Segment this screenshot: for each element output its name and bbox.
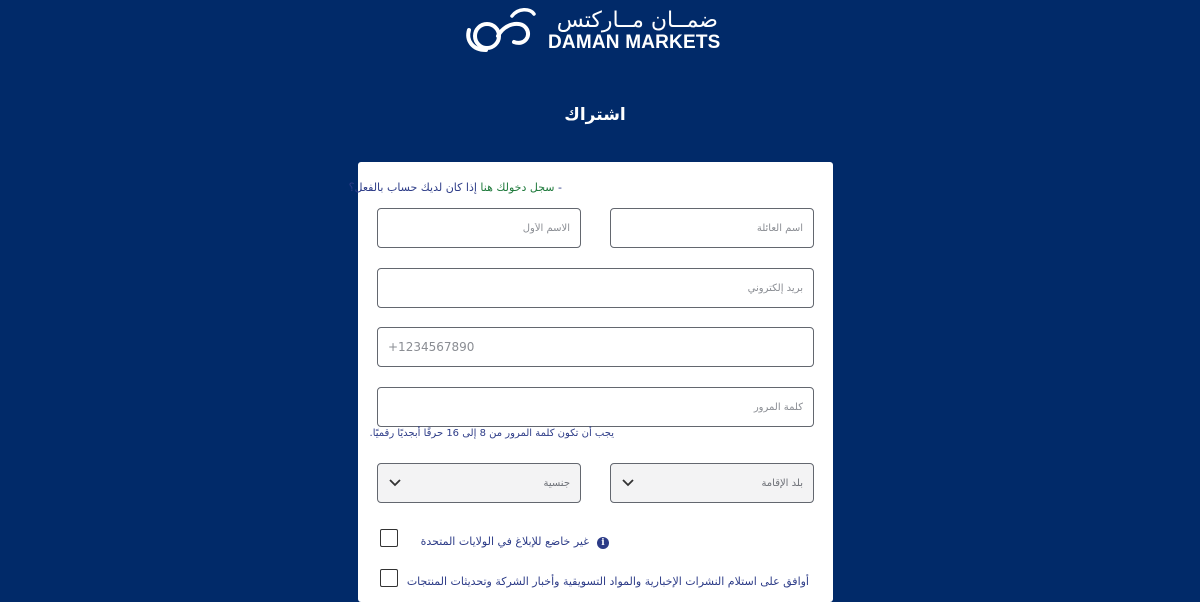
- brand-logo[interactable]: [464, 6, 724, 52]
- chevron-down-icon: [621, 478, 635, 488]
- residence-label: بلد الإقامة: [761, 477, 803, 489]
- password-input[interactable]: [378, 388, 813, 426]
- brand-name-arabic: ضمــان مــاركتس: [556, 8, 718, 33]
- email-field: [377, 268, 814, 308]
- phone-field: [377, 327, 814, 367]
- password-field: [377, 387, 814, 427]
- info-icon[interactable]: i: [597, 537, 609, 549]
- password-hint: يجب أن تكون كلمة المرور من 8 إلى 16 حرفًا أبجديًا رقميًا.: [369, 428, 614, 439]
- last-name-field: [610, 208, 814, 248]
- page-title: اشتراك: [564, 105, 626, 125]
- first-name-field: [377, 208, 581, 248]
- first-name-input[interactable]: [378, 209, 580, 247]
- marketing-consent-label: أوافق على استلام النشرات الإخبارية والمواد التسويقية وأخبار الشركة وتحديثات المنتجات: [406, 575, 809, 588]
- marketing-consent-checkbox[interactable]: [380, 569, 398, 587]
- nationality-select[interactable]: [377, 463, 581, 503]
- email-input[interactable]: [378, 269, 813, 307]
- phone-input[interactable]: [378, 328, 813, 366]
- last-name-input[interactable]: [611, 209, 813, 247]
- daman-logo-icon: [464, 6, 542, 52]
- chevron-down-icon: [388, 478, 402, 488]
- login-prompt-rest: إذا كان لديك حساب بالفعل؟: [348, 181, 481, 194]
- us-reporting-label: غير خاضع للإبلاغ في الولايات المتحدة: [420, 535, 589, 548]
- login-link[interactable]: سجل دخولك هنا: [480, 181, 555, 194]
- login-prompt: [348, 181, 562, 194]
- login-prompt-prefix: -: [554, 181, 562, 194]
- brand-name-english: DAMAN MARKETS: [548, 32, 721, 53]
- nationality-label: جنسية: [543, 477, 570, 489]
- residence-select[interactable]: [610, 463, 814, 503]
